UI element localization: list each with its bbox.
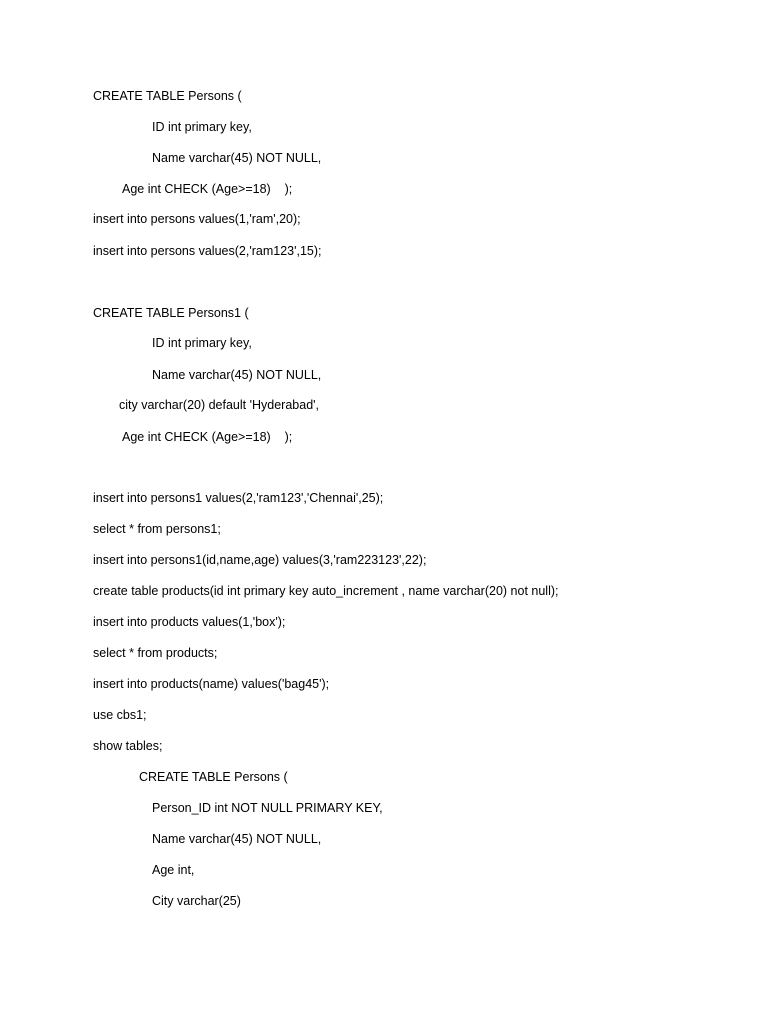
code-line: CREATE TABLE Persons ( [93, 89, 242, 103]
code-line: create table products(id int primary key auto_increment , name varchar(20) not null); [93, 584, 559, 598]
code-line: city varchar(20) default 'Hyderabad', [119, 398, 320, 412]
code-line: insert into persons1(id,name,age) values(3,'ram223123',22); [93, 553, 427, 567]
code-line: select * from persons1; [93, 522, 221, 536]
code-line: CREATE TABLE Persons ( [139, 770, 288, 784]
code-line: ID int primary key, [152, 336, 252, 350]
code-line: Age int, [152, 863, 195, 877]
code-line: show tables; [93, 739, 163, 753]
code-line: insert into persons1 values(2,'ram123','Chennai',25); [93, 491, 384, 505]
code-line: Person_ID int NOT NULL PRIMARY KEY, [152, 801, 383, 815]
code-line: CREATE TABLE Persons1 ( [93, 306, 249, 320]
code-line: Name varchar(45) NOT NULL, [152, 368, 322, 382]
code-line: Name varchar(45) NOT NULL, [152, 151, 322, 165]
code-line: ID int primary key, [152, 120, 252, 134]
code-line: use cbs1; [93, 708, 147, 722]
code-line: City varchar(25) [152, 894, 241, 908]
code-line: Age int CHECK (Age>=18) ); [122, 182, 293, 196]
code-line: Age int CHECK (Age>=18) ); [122, 430, 293, 444]
code-line: insert into persons values(1,'ram',20); [93, 212, 301, 226]
code-line: select * from products; [93, 646, 218, 660]
code-line: insert into products(name) values('bag45'); [93, 677, 330, 691]
code-line: insert into products values(1,'box'); [93, 615, 286, 629]
code-line: insert into persons values(2,'ram123',15); [93, 244, 322, 258]
code-line: Name varchar(45) NOT NULL, [152, 832, 322, 846]
